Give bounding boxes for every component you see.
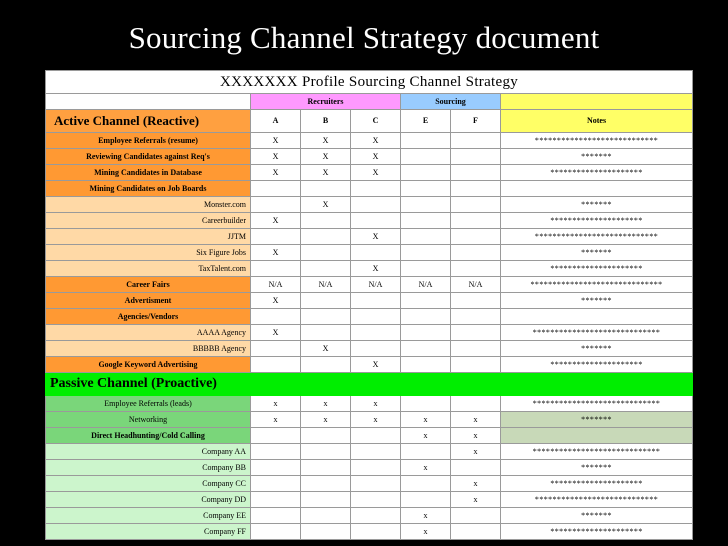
channel-label: Company DD <box>46 492 251 508</box>
assignment-cell <box>451 181 501 197</box>
assignment-cell: X <box>301 133 351 149</box>
assignment-cell <box>301 229 351 245</box>
assignment-cell: X <box>301 197 351 213</box>
assignment-cell: X <box>351 133 401 149</box>
notes-cell: ******* <box>501 245 693 261</box>
notes-cell: ******* <box>501 341 693 357</box>
assignment-cell <box>451 197 501 213</box>
col-head-a: A <box>251 110 301 133</box>
notes-cell: ******* <box>501 508 693 524</box>
table-row <box>46 293 693 309</box>
assignment-cell <box>451 524 501 540</box>
channel-label: Agencies/Vendors <box>46 309 251 325</box>
notes-cell: ******* <box>501 293 693 309</box>
assignment-cell: x <box>401 460 451 476</box>
channel-label: Mining Candidates on Job Boards <box>46 181 251 197</box>
assignment-cell: X <box>251 149 301 165</box>
notes-cell: **************************** <box>501 492 693 508</box>
assignment-cell: X <box>251 245 301 261</box>
assignment-cell <box>251 476 301 492</box>
assignment-cell: N/A <box>251 277 301 293</box>
notes-cell <box>501 428 693 444</box>
channel-label: Advertisment <box>46 293 251 309</box>
assignment-cell <box>451 149 501 165</box>
assignment-cell <box>451 293 501 309</box>
assignment-cell: x <box>401 508 451 524</box>
assignment-cell <box>401 444 451 460</box>
passive-section-header <box>46 373 693 396</box>
table-row <box>46 428 693 444</box>
channel-label: Careerbuilder <box>46 213 251 229</box>
assignment-cell <box>451 396 501 412</box>
notes-cell: ********************* <box>501 165 693 181</box>
table-row <box>46 181 693 197</box>
notes-cell: ******* <box>501 412 693 428</box>
table-row <box>46 197 693 213</box>
passive-section-band <box>251 373 693 396</box>
table-row <box>46 524 693 540</box>
assignment-cell: x <box>451 476 501 492</box>
assignment-cell: X <box>351 261 401 277</box>
channel-label: Company AA <box>46 444 251 460</box>
assignment-cell <box>351 508 401 524</box>
assignment-cell <box>301 245 351 261</box>
table-row <box>46 277 693 293</box>
notes-header: Notes <box>501 110 693 133</box>
table-row <box>46 492 693 508</box>
channel-label: AAAA Agency <box>46 325 251 341</box>
assignment-cell <box>251 229 301 245</box>
notes-cell: ******* <box>501 197 693 213</box>
notes-header-top <box>501 94 693 110</box>
assignment-cell: x <box>351 396 401 412</box>
strategy-table <box>45 70 693 540</box>
assignment-cell <box>451 309 501 325</box>
passive-section-label: Passive Channel (Proactive) <box>46 373 251 396</box>
assignment-cell <box>401 309 451 325</box>
channel-label: Employee Referrals (leads) <box>46 396 251 412</box>
col-head-b: B <box>301 110 351 133</box>
assignment-cell <box>451 133 501 149</box>
table-row <box>46 460 693 476</box>
assignment-cell <box>301 181 351 197</box>
assignment-cell: X <box>251 165 301 181</box>
assignment-cell <box>251 341 301 357</box>
assignment-cell <box>351 444 401 460</box>
assignment-cell <box>401 492 451 508</box>
assignment-cell <box>351 181 401 197</box>
notes-cell: **************************** <box>501 229 693 245</box>
assignment-cell <box>401 396 451 412</box>
assignment-cell <box>351 524 401 540</box>
assignment-cell <box>401 133 451 149</box>
assignment-cell <box>251 357 301 373</box>
table-row <box>46 133 693 149</box>
assignment-cell <box>251 197 301 213</box>
blank-cell <box>46 94 251 110</box>
col-head-e: E <box>401 110 451 133</box>
assignment-cell <box>251 492 301 508</box>
assignment-cell: X <box>301 149 351 165</box>
channel-label: BBBBB Agency <box>46 341 251 357</box>
table-row <box>46 309 693 325</box>
assignment-cell <box>251 460 301 476</box>
assignment-cell <box>351 309 401 325</box>
assignment-cell: x <box>251 396 301 412</box>
assignment-cell <box>351 476 401 492</box>
assignment-cell <box>351 325 401 341</box>
table-row <box>46 508 693 524</box>
channel-label: Monster.com <box>46 197 251 213</box>
assignment-cell <box>351 428 401 444</box>
assignment-cell <box>401 197 451 213</box>
sheet-title: XXXXXXX Profile Sourcing Channel Strategy <box>46 71 693 94</box>
assignment-cell <box>351 213 401 229</box>
channel-label: Company FF <box>46 524 251 540</box>
assignment-cell <box>401 181 451 197</box>
assignment-cell <box>251 524 301 540</box>
notes-cell: **************************** <box>501 133 693 149</box>
notes-cell: ********************* <box>501 261 693 277</box>
assignment-cell <box>451 261 501 277</box>
table-row <box>46 165 693 181</box>
channel-label: Google Keyword Advertising <box>46 357 251 373</box>
assignment-cell: X <box>251 213 301 229</box>
assignment-cell <box>351 341 401 357</box>
assignment-cell: X <box>351 229 401 245</box>
assignment-cell <box>351 245 401 261</box>
channel-label: Mining Candidates in Database <box>46 165 251 181</box>
assignment-cell: x <box>451 428 501 444</box>
assignment-cell <box>251 508 301 524</box>
assignment-cell <box>401 261 451 277</box>
assignment-cell <box>451 508 501 524</box>
assignment-cell <box>401 165 451 181</box>
assignment-cell: X <box>351 149 401 165</box>
notes-cell: ********************* <box>501 524 693 540</box>
table-row <box>46 341 693 357</box>
assignment-cell: x <box>351 412 401 428</box>
assignment-cell <box>251 428 301 444</box>
sheet-title-row <box>46 71 693 94</box>
table-row <box>46 396 693 412</box>
assignment-cell <box>301 293 351 309</box>
assignment-cell <box>401 229 451 245</box>
assignment-cell <box>451 460 501 476</box>
assignment-cell <box>401 213 451 229</box>
assignment-cell <box>451 213 501 229</box>
table-row <box>46 412 693 428</box>
assignment-cell <box>401 341 451 357</box>
notes-cell: ***************************** <box>501 325 693 341</box>
assignment-cell <box>301 261 351 277</box>
table-row <box>46 357 693 373</box>
assignment-cell: x <box>251 412 301 428</box>
assignment-cell: X <box>351 357 401 373</box>
notes-cell: ********************* <box>501 476 693 492</box>
assignment-cell <box>301 492 351 508</box>
assignment-cell <box>301 508 351 524</box>
assignment-cell: x <box>301 396 351 412</box>
assignment-cell: X <box>251 325 301 341</box>
assignment-cell <box>301 357 351 373</box>
assignment-cell <box>451 165 501 181</box>
table-row <box>46 149 693 165</box>
assignment-cell <box>301 428 351 444</box>
assignment-cell <box>451 229 501 245</box>
assignment-cell: x <box>401 428 451 444</box>
notes-cell: ********************* <box>501 357 693 373</box>
active-section-label: Active Channel (Reactive) <box>46 110 251 133</box>
active-section-header <box>46 110 693 133</box>
channel-label: Reviewing Candidates against Req's <box>46 149 251 165</box>
assignment-cell: N/A <box>301 277 351 293</box>
recruiters-header: Recruiters <box>251 94 401 110</box>
notes-cell: ***************************** <box>501 396 693 412</box>
assignment-cell <box>351 293 401 309</box>
assignment-cell <box>451 341 501 357</box>
table-row <box>46 261 693 277</box>
assignment-cell <box>301 524 351 540</box>
channel-label: Company CC <box>46 476 251 492</box>
assignment-cell: x <box>451 412 501 428</box>
assignment-cell: x <box>451 492 501 508</box>
channel-label: Direct Headhunting/Cold Calling <box>46 428 251 444</box>
assignment-cell <box>401 149 451 165</box>
assignment-cell: x <box>401 412 451 428</box>
sourcing-header: Sourcing <box>401 94 501 110</box>
assignment-cell: x <box>401 524 451 540</box>
group-header-row <box>46 94 693 110</box>
table-row <box>46 213 693 229</box>
assignment-cell <box>351 197 401 213</box>
channel-label: TaxTalent.com <box>46 261 251 277</box>
col-head-f: F <box>451 110 501 133</box>
assignment-cell <box>401 325 451 341</box>
assignment-cell: X <box>251 293 301 309</box>
notes-cell: ******* <box>501 149 693 165</box>
assignment-cell <box>301 460 351 476</box>
channel-label: Six Figure Jobs <box>46 245 251 261</box>
assignment-cell <box>251 181 301 197</box>
assignment-cell: x <box>451 444 501 460</box>
table-row <box>46 229 693 245</box>
slide-title: Sourcing Channel Strategy document <box>128 20 600 55</box>
assignment-cell <box>301 309 351 325</box>
assignment-cell: N/A <box>351 277 401 293</box>
notes-cell: ****************************** <box>501 277 693 293</box>
assignment-cell <box>301 476 351 492</box>
assignment-cell <box>401 357 451 373</box>
assignment-cell <box>451 357 501 373</box>
table-row <box>46 245 693 261</box>
assignment-cell: N/A <box>451 277 501 293</box>
assignment-cell: X <box>301 165 351 181</box>
table-row <box>46 325 693 341</box>
assignment-cell <box>251 309 301 325</box>
assignment-cell <box>401 293 451 309</box>
assignment-cell <box>301 444 351 460</box>
assignment-cell: x <box>301 412 351 428</box>
assignment-cell <box>401 476 451 492</box>
table-row <box>46 476 693 492</box>
assignment-cell <box>301 325 351 341</box>
channel-label: Networking <box>46 412 251 428</box>
assignment-cell <box>451 325 501 341</box>
table-row <box>46 444 693 460</box>
assignment-cell: N/A <box>401 277 451 293</box>
channel-label: JJTM <box>46 229 251 245</box>
assignment-cell: X <box>351 165 401 181</box>
assignment-cell <box>251 444 301 460</box>
channel-label: Employee Referrals (resume) <box>46 133 251 149</box>
assignment-cell <box>401 245 451 261</box>
assignment-cell <box>301 213 351 229</box>
notes-cell: ********************* <box>501 213 693 229</box>
col-head-c: C <box>351 110 401 133</box>
assignment-cell: X <box>301 341 351 357</box>
channel-label: Company BB <box>46 460 251 476</box>
channel-label: Company EE <box>46 508 251 524</box>
notes-cell <box>501 181 693 197</box>
notes-cell <box>501 309 693 325</box>
assignment-cell: X <box>251 133 301 149</box>
assignment-cell <box>351 492 401 508</box>
assignment-cell <box>451 245 501 261</box>
channel-label: Career Fairs <box>46 277 251 293</box>
assignment-cell <box>251 261 301 277</box>
notes-cell: ******* <box>501 460 693 476</box>
notes-cell: ***************************** <box>501 444 693 460</box>
assignment-cell <box>351 460 401 476</box>
